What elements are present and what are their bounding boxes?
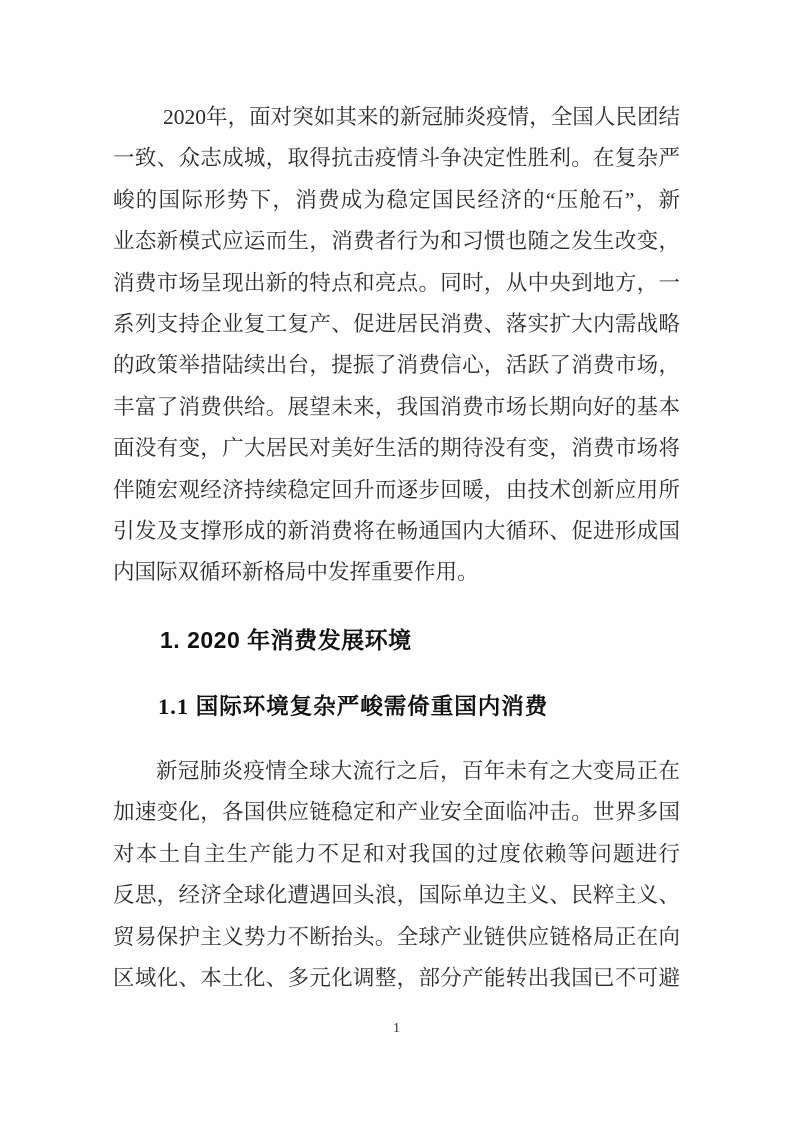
paragraph-line: 峻的国际形势下，消费成为稳定国民经济的“压舱石”，新 [113, 187, 680, 212]
paragraph-line: 加速变化，各国供应链稳定和产业安全面临冲击。世界多国 [113, 800, 680, 825]
paragraph-line: 反思，经济全球化遭遇回头浪，国际单边主义、民粹主义、 [113, 883, 680, 908]
paragraph-line: 系列支持企业复工复产、促进居民消费、落实扩大内需战略 [113, 311, 680, 336]
paragraph-line: 的政策举措陆续出台，提振了消费信心，活跃了消费市场， [113, 353, 680, 378]
paragraph-line: 对本土自主生产能力不足和对我国的过度依赖等问题进行 [113, 841, 680, 866]
intro-paragraph [113, 97, 680, 594]
paragraph-line: 区域化、本土化、多元化调整，部分产能转出我国已不可避 [113, 965, 680, 990]
paragraph-line: 伴随宏观经济持续稳定回升而逐步回暖，由技术创新应用所 [113, 477, 680, 502]
paragraph-line: 2020年，面对突如其来的新冠肺炎疫情，全国人民团结 [163, 105, 680, 129]
section-heading: 1. 2020 年消费发展环境 [160, 627, 412, 653]
paragraph-line: 丰富了消费供给。展望未来，我国消费市场长期向好的基本 [113, 394, 680, 419]
paragraph-line: 消费市场呈现出新的特点和亮点。同时，从中央到地方，一 [113, 270, 680, 295]
paragraph-line: 业态新模式应运而生，消费者行为和习惯也随之发生改变， [113, 229, 680, 254]
section-paragraph [113, 751, 680, 999]
subsection-heading: 1.1 国际环境复杂严峻需倚重国内消费 [158, 694, 549, 719]
paragraph-line: 贸易保护主义势力不断抬头。全球产业链供应链格局正在向 [113, 924, 680, 949]
page-number: 1 [393, 1021, 400, 1036]
paragraph-line: 一致、众志成城，取得抗击疫情斗争决定性胜利。在复杂严 [113, 146, 680, 171]
paragraph-line: 引发及支撑形成的新消费将在畅通国内大循环、促进形成国 [113, 518, 680, 543]
paragraph-line: 新冠肺炎疫情全球大流行之后，百年未有之大变局正在 [156, 759, 680, 783]
paragraph-line: 面没有变，广大居民对美好生活的期待没有变，消费市场将 [113, 436, 680, 461]
paragraph-line: 内国际双循环新格局中发挥重要作用。 [113, 560, 479, 585]
